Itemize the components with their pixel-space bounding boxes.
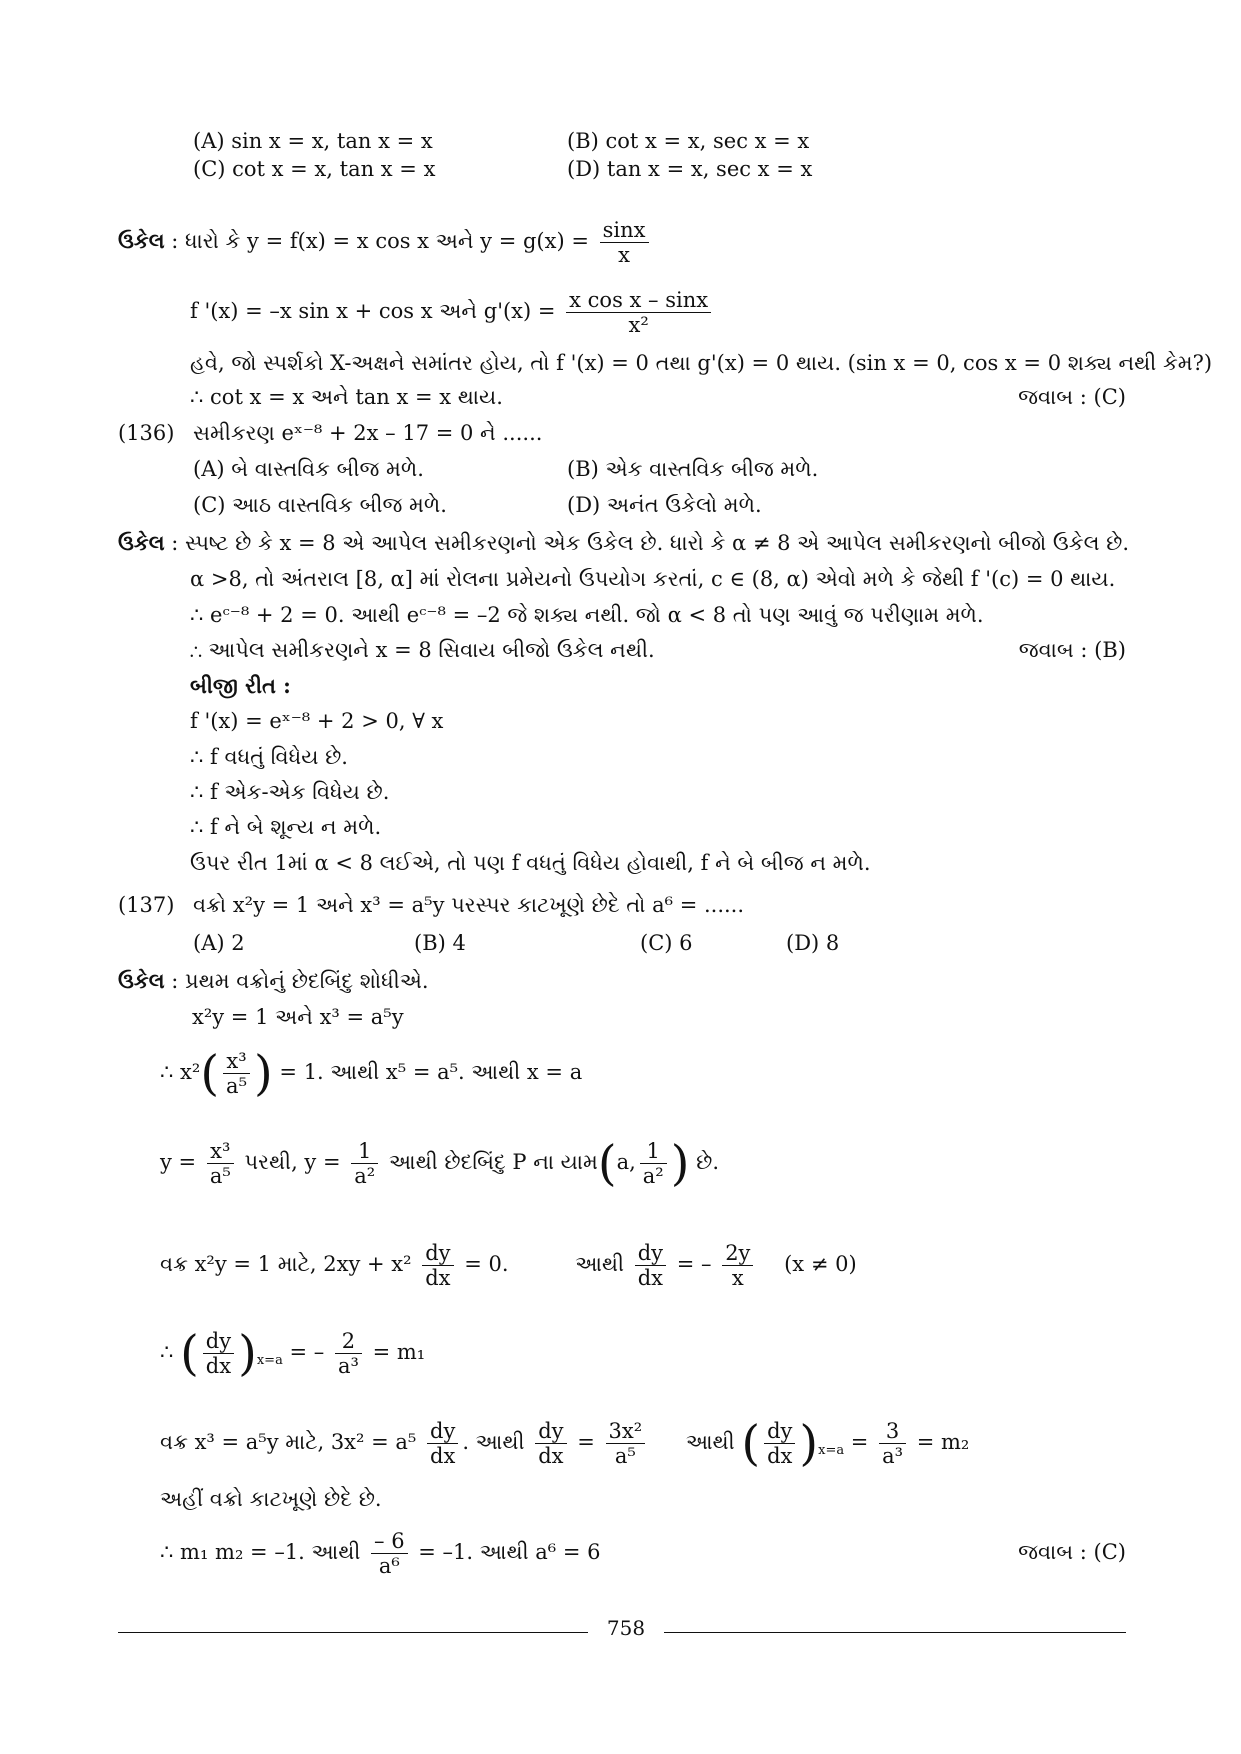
q137-solution-line-8: અહીં વક્રો કાટખૂણે છેદે છે. [160,1487,382,1511]
q135-solution-line-3: હવે, જો સ્પર્શકો X-અક્ષને સમાંતર હોય, તો f '(x) = 0 તથા g'(x) = 0 થાય. (sin x = 0, cos x = 0 શક્ય નથી કેમ?) [190,351,1213,375]
q136-alt-line-2: ∴ f વધતું વિધેય છે. [190,745,348,769]
solution-label: ઉકેલ [118,228,165,253]
q136-option-a: (A) બે વાસ્તવિક બીજ મળે. [193,457,424,481]
q136-alt-line-4: ∴ f ને બે શૂન્ય ન મળે. [190,815,382,839]
q136-option-d: (D) અનંત ઉકેલો મળે. [567,493,762,517]
footer-rule-left [118,1632,588,1634]
solution-label: ઉકેલ [118,968,165,993]
q135-option-c: (C) cot x = x, tan x = x [193,157,436,181]
q137-number: (137) [118,893,175,917]
q137-option-c: (C) 6 [640,931,693,955]
q136-option-c: (C) આઠ વાસ્તવિક બીજ મળે. [193,493,447,517]
fraction: $\frac{\sin x}{x}$ [600,218,649,267]
solution-label: ઉકેલ [118,530,165,555]
footer-rule-right [664,1632,1126,1634]
q135-answer: જવાબ : (C) [1018,385,1126,409]
q137-option-a: (A) 2 [193,931,245,955]
q135-option-b: (B) cot x = x, sec x = x [567,129,810,153]
q137-solution-line-1: ઉકેલ : પ્રથમ વક્રોનું છેદબિંદુ શોધીએ. [118,968,429,993]
q137-solution-line-4: y = $\frac{\text{x³}}{\text{a⁵}}$ પરથી, y = $\frac{1}{\text{a²}}$ આથી છેદબિંદુ P ના યામ(a, $\frac{1}{\text{a²}}$ ) છે. [160,1135,720,1192]
q137-solution-line-9: ∴ m₁ m₂ = –1. આથી $\frac{- 6}{\text{a⁶}}$ = –1. આથી a⁶ = 6 [160,1529,601,1578]
q137-solution-line-6: ∴ ( $\frac{dy}{dx}$ )$_{x=a}$ = – $\frac{2}{\text{a³}}$ = m₁ [160,1325,426,1382]
q135-option-d: (D) tan x = x, sec x = x [567,157,813,181]
q137-option-d: (D) 8 [786,931,840,955]
q136-alternate-method-label: બીજી રીત : [190,673,291,698]
q136-number: (136) [118,421,175,445]
q137-stem: વક્રો x²y = 1 અને x³ = a⁵y પરસ્પર કાટખૂણે છેદે તો a⁶ = ...... [193,893,745,917]
q137-solution-line-3: ∴ x²( $\frac{\text{x³}}{\text{a⁵}}$ ) = 1. આથી x⁵ = a⁵. આથી x = a [160,1045,583,1102]
q136-alt-line-5: ઉપર રીત 1માં α < 8 લઈએ, તો પણ f વધતું વિધેય હોવાથી, f ને બે બીજ ન મળે. [190,851,871,875]
q137-solution-line-5: વક્ર x²y = 1 માટે, 2xy + x² $\frac{dy}{dx}$ = 0. આથી $\frac{dy}{dx}$ = – $\frac{2y}{x}$ (x ≠ 0) [160,1241,857,1290]
q136-solution-line-1: ઉકેલ : સ્પષ્ટ છે કે x = 8 એ આપેલ સમીકરણનો એક ઉકેલ છે. ધારો કે α ≠ 8 એ આપેલ સમીકરણનો બીજો ઉકેલ છે. [118,530,1130,555]
q135-solution-line-2: f '(x) = –x sin x + cos x અને g'(x) = $\frac{\text{x cos x – sinx}}{\text{x²}}$ [190,288,715,337]
q136-alt-line-3: ∴ f એક-એક વિધેય છે. [190,780,390,804]
q136-alt-line-1: f '(x) = eˣ⁻⁸ + 2 > 0, ∀ x [190,709,444,733]
q135-option-a: (A) sin x = x, tan x = x [193,129,433,153]
q135-solution-line-4: ∴ cot x = x અને tan x = x થાય. [190,385,503,409]
q136-solution-line-3: ∴ eᶜ⁻⁸ + 2 = 0. આથી eᶜ⁻⁸ = –2 જે શક્ય નથી. જો α < 8 તો પણ આવું જ પરીણામ મળે. [190,603,984,627]
q136-answer: જવાબ : (B) [1018,638,1126,662]
q137-option-b: (B) 4 [414,931,466,955]
q137-solution-line-2: x²y = 1 અને x³ = a⁵y [192,1005,404,1029]
q136-option-b: (B) એક વાસ્તવિક બીજ મળે. [567,457,819,481]
q136-solution-line-2: α >8, તો અંતરાલ [8, α] માં રોલના પ્રમેયનો ઉપયોગ કરતાં, c ∈ (8, α) એવો મળે કે જેથી f '(c) = 0 થાય. [190,567,1116,591]
q137-answer: જવાબ : (C) [1018,1540,1126,1564]
fraction: $\frac{\text{x cos x – sinx}}{\text{x²}}$ [566,288,711,337]
page-number: 758 [606,1616,646,1640]
q136-solution-line-4: ∴ આપેલ સમીકરણને x = 8 સિવાય બીજો ઉકેલ નથી. [190,638,655,662]
q137-solution-line-7: વક્ર x³ = a⁵y માટે, 3x² = a⁵ $\frac{dy}{dx}$ . આથી $\frac{dy}{dx}$ = $\frac{\text{3x²}}{\text{a⁵}}$ આથી ( $\frac{dy}{dx}$ )$_{x=a}$ = $\frac{3}{\text{a³}}$ = m₂ [160,1415,970,1472]
q136-stem: સમીકરણ eˣ⁻⁸ + 2x – 17 = 0 ને ...... [193,421,543,445]
q135-solution-line-1: ઉકેલ : ધારો કે y = f(x) = x cos x અને y = g(x) = $\frac{\sin x}{x}$ [118,218,653,267]
